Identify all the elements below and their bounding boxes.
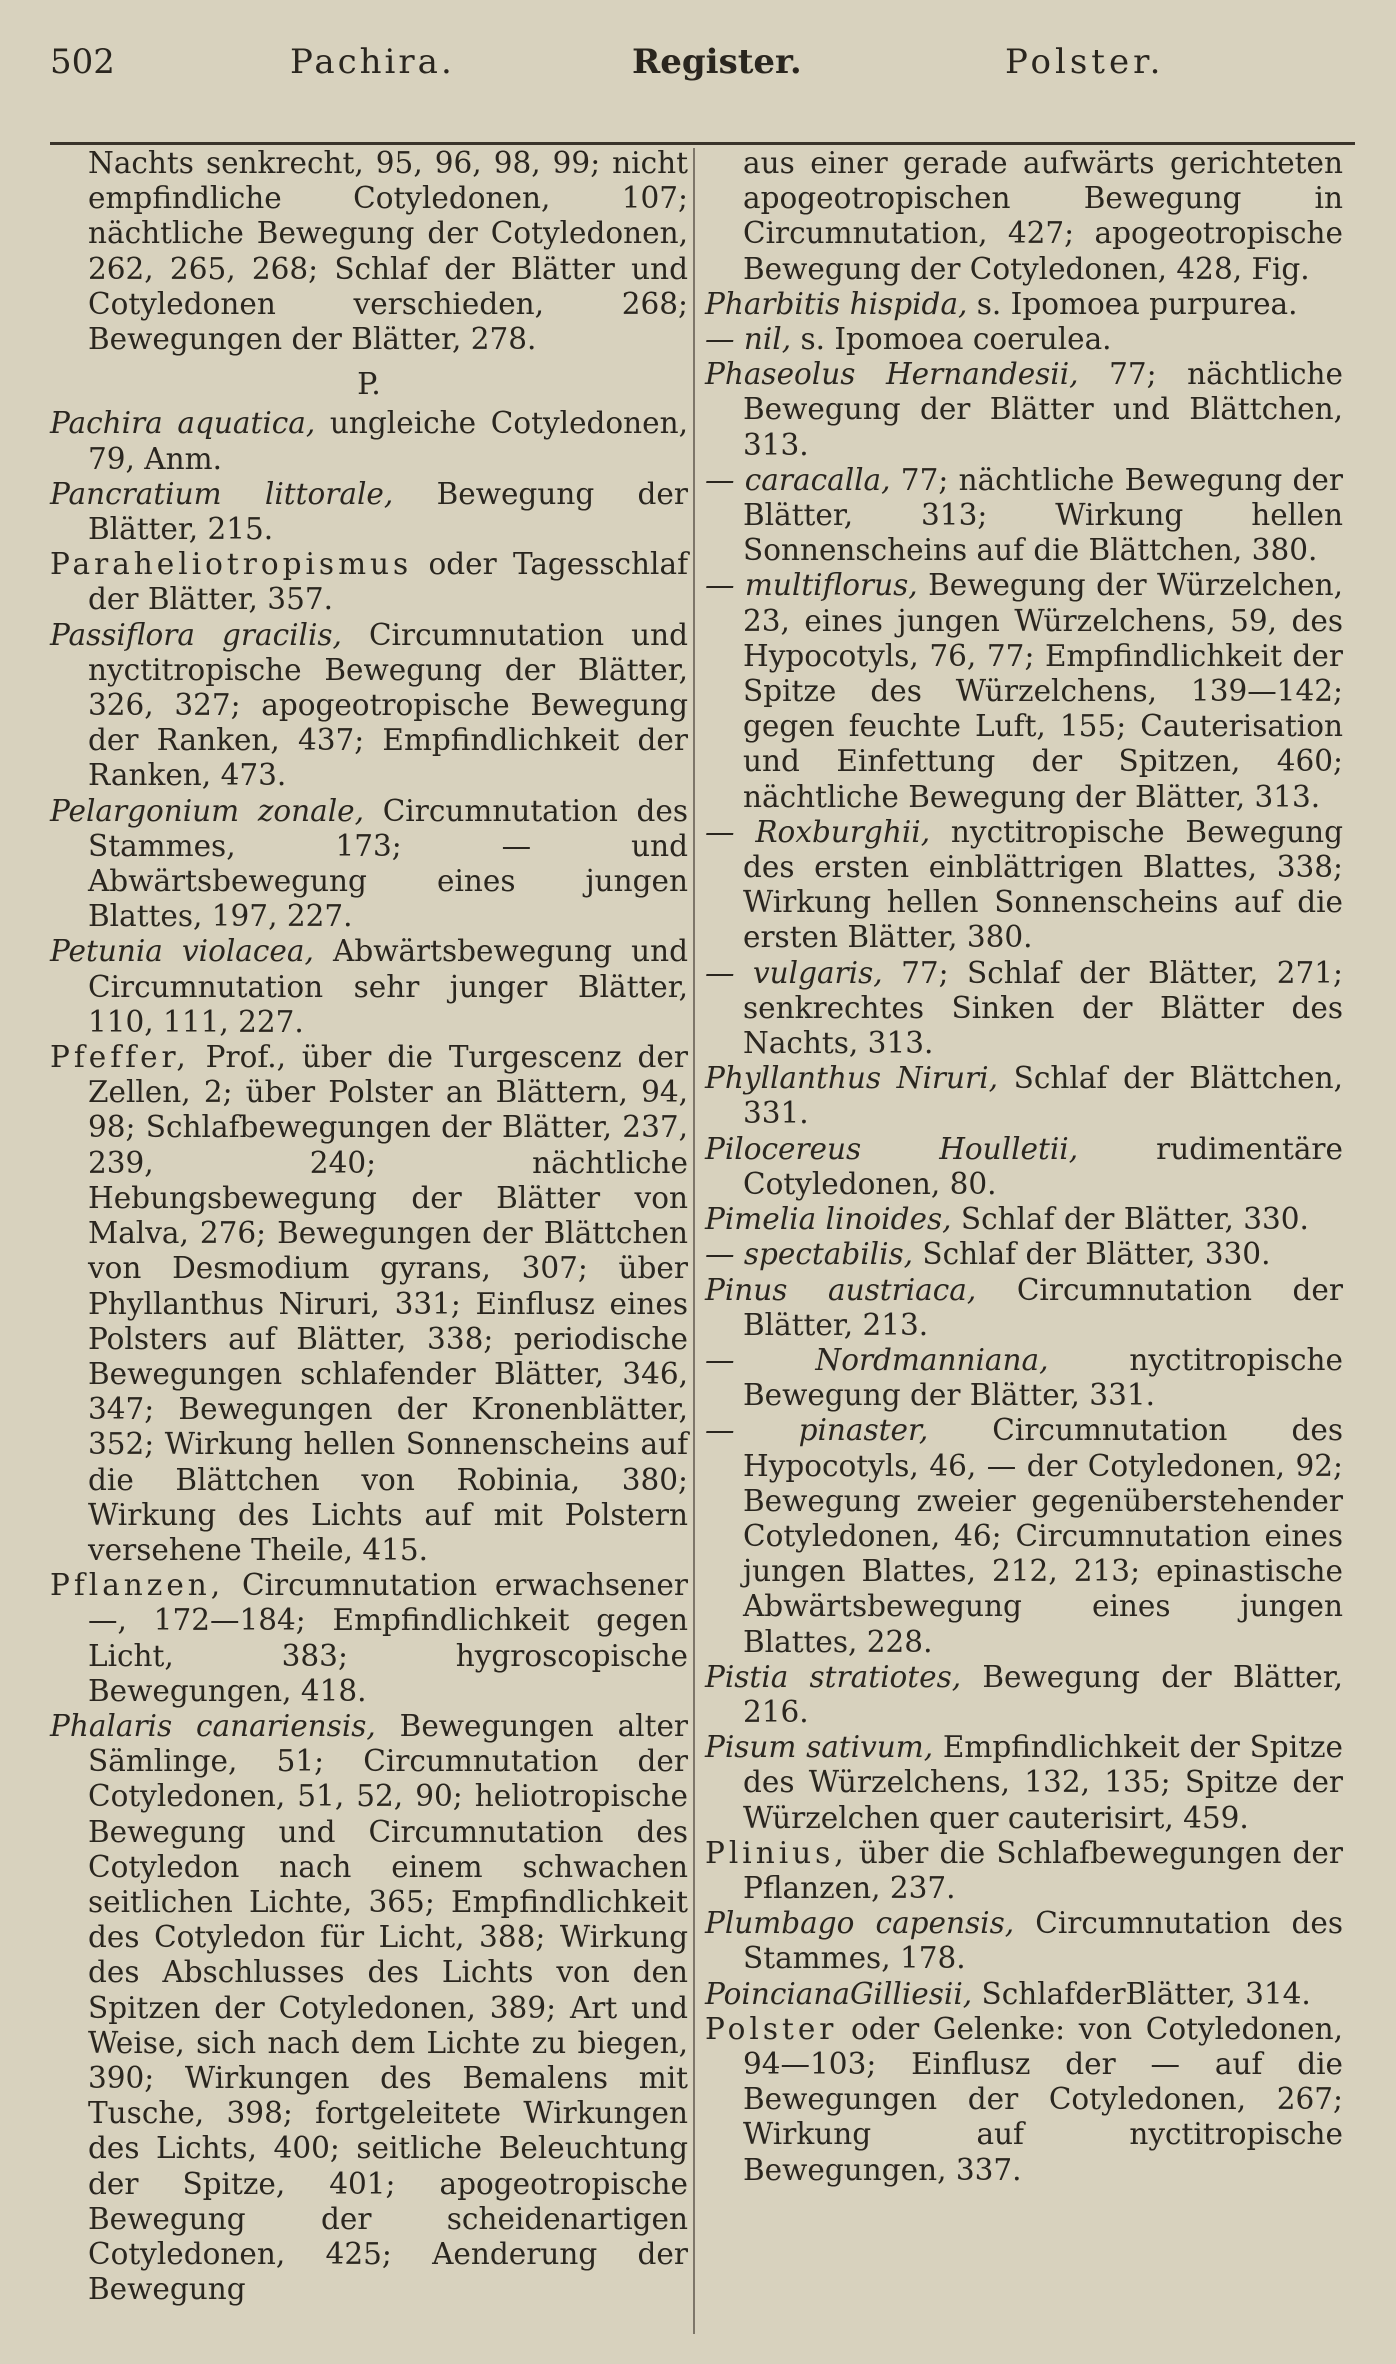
- index-entry: [50, 794, 688, 935]
- entry-head: Pimelia linoides,: [705, 1202, 952, 1237]
- index-entry: [705, 1237, 1343, 1272]
- entry-text: Circumnutation des Hypocotyls, 46, — der Cotyledonen, 92; Bewegung zweier gegenüberstehender Cotyledonen, 46; Circumnutation eines jungen Blattes, 212, 213; epinastische Abwärtsbewegung eines jungen Blattes, 228.: [743, 1413, 1343, 1659]
- entry-head: — spectabilis,: [705, 1237, 914, 1272]
- entry-head: Polster: [705, 2011, 838, 2046]
- index-entry: [705, 1343, 1343, 1413]
- entry-text: oder Gelenke: von Cotyledonen, 94—103; Einflusz der — auf die Bewegungen der Cotyledonen, 267; Wirkung auf nyctitropische Bewegungen, 337.: [743, 2011, 1343, 2187]
- entry-text: oder Tagesschlaf der Blätter, 357.: [88, 547, 688, 617]
- index-entry: [50, 547, 688, 617]
- index-entry: [705, 1836, 1343, 1906]
- index-entry: [50, 1040, 688, 1568]
- entry-head: Pancratium littorale,: [50, 476, 394, 511]
- index-entry: [705, 1906, 1343, 1976]
- left-column: [50, 146, 688, 2307]
- index-entry: [50, 934, 688, 1040]
- entry-text: Abwärtsbewegung und Circumnutation sehr junger Blätter, 110, 111, 227.: [88, 934, 688, 1039]
- index-entry: [705, 2012, 1343, 2188]
- index-entry: [50, 406, 688, 476]
- entry-text: Schlaf der Blättchen, 331.: [743, 1061, 1343, 1131]
- column-divider: [693, 148, 695, 2334]
- entry-head: — vulgaris,: [705, 955, 883, 990]
- index-entry: [705, 1132, 1343, 1202]
- entry-head: Petunia violacea,: [50, 934, 314, 969]
- index-entry: [705, 1730, 1343, 1836]
- entry-head: — Roxburghii,: [705, 814, 931, 849]
- entry-head: — nil,: [705, 322, 792, 357]
- index-entry: [705, 568, 1343, 814]
- entry-text: Circumnutation und nyctitropische Bewegung der Blätter, 326, 327; apogeotropische Bewegung der Ranken, 437; Empfindlichkeit der Ranken, 473.: [88, 617, 688, 793]
- entry-text: Prof., über die Turgescenz der Zellen, 2; über Polster an Blättern, 94, 98; Schlafbewegungen der Blätter, 237, 239, 240; nächtliche Hebungsbewegung der Blätter von Malva, 276; Bewegungen der Blättchen von Desmodium gyrans, 307; über Phyllanthus Niruri, 331; Einflusz eines Polsters auf Blätter, 338; periodische Bewegungen schlafender Blätter, 346, 347; Bewegungen der Kronenblätter, 352; Wirkung hellen Sonnenscheins auf die Blättchen von Robinia, 380; Wirkung des Lichts auf mit Polstern versehene Theile, 415.: [88, 1040, 688, 1567]
- entry-text: s. Ipomoea coerulea.: [791, 322, 1112, 357]
- entry-head: Plumbago capensis,: [705, 1906, 1015, 1941]
- entry-head: — Nordmanniana,: [705, 1342, 1049, 1377]
- entry-text: Bewegung der Würzelchen, 23, eines jungen Würzelchens, 59, des Hypocotyls, 76, 77; Empfindlichkeit der Spitze des Würzelchens, 139—142; gegen feuchte Luft, 155; Cauterisation und Einfettung der Spitzen, 460; nächtliche Bewegung der Blätter, 313.: [743, 568, 1343, 814]
- index-entry: [50, 618, 688, 794]
- entry-text: nyctitropische Bewegung des ersten einblättrigen Blattes, 338; Wirkung hellen Sonnenscheins auf die ersten Blätter, 380.: [743, 814, 1344, 955]
- entry-head: Pelargonium zonale,: [50, 793, 365, 828]
- entry-head: Phalaris canariensis,: [50, 1708, 376, 1743]
- index-entry: [705, 956, 1343, 1062]
- entry-head: Pharbitis hispida,: [705, 286, 968, 321]
- entry-text: Circumnutation erwachsener —, 172—184; Empfindlichkeit gegen Licht, 383; hygroscopische Bewegungen, 418.: [88, 1568, 688, 1708]
- index-entry: [705, 1202, 1343, 1237]
- entry-head: — multiflorus,: [705, 568, 918, 603]
- running-head-left: Pachira.: [290, 42, 455, 82]
- running-head-right: Polster.: [1005, 42, 1165, 82]
- entry-head: — caracalla,: [705, 462, 891, 497]
- continuation-text: Nachts senkrecht, 95, 96, 98, 99; nicht empfindliche Cotyledonen, 107; nächtliche Bewegung der Cotyledonen, 262, 265, 268; Schlaf der Blätter und Cotyledonen verschieden, 268; Bewegungen der Blätter, 278.: [88, 146, 688, 357]
- entry-head: Passiflora gracilis,: [50, 617, 342, 652]
- index-entry: [705, 815, 1343, 956]
- index-entry: [705, 1061, 1343, 1131]
- index-entry: [705, 463, 1343, 569]
- index-entry: [705, 322, 1343, 357]
- entry-text: Empfindlichkeit der Spitze des Würzelchens, 132, 135; Spitze der Würzelchen quer cauterisirt, 459.: [743, 1730, 1343, 1835]
- index-entry: [50, 1568, 688, 1709]
- entry-head: PoincianaGilliesii,: [705, 1976, 973, 2011]
- entry-text: Bewegung der Blätter, 216.: [743, 1659, 1343, 1729]
- entry-text: Circumnutation des Stammes, 173; — und Abwärtsbewegung eines jungen Blattes, 197, 227.: [88, 793, 689, 934]
- entry-text: 77; nächtliche Bewegung der Blätter und Blättchen, 313.: [743, 357, 1343, 462]
- entry-head: Pflanzen,: [50, 1568, 225, 1603]
- entry-head: Pachira aquatica,: [50, 406, 316, 441]
- index-entry: [705, 287, 1343, 322]
- entry-head: Paraheliotropismus: [50, 547, 413, 582]
- index-entry: [50, 1709, 688, 2307]
- entry-text: s. Ipomoea purpurea.: [967, 286, 1298, 321]
- header-rule: [50, 142, 1355, 145]
- entry-text: ungleiche Cotyledonen, 79, Anm.: [88, 406, 689, 476]
- entry-text: Circumnutation des Stammes, 178.: [743, 1906, 1344, 1976]
- entry-head: Pistia stratiotes,: [705, 1659, 962, 1694]
- entry-text: Bewegung der Blätter, 215.: [88, 476, 688, 547]
- entry-head: Pisum sativum,: [705, 1730, 934, 1765]
- entry-text: Schlaf der Blätter, 330.: [913, 1237, 1271, 1272]
- index-entry: [705, 357, 1343, 463]
- continuation-text: aus einer gerade aufwärts gerichteten apogeotropischen Bewegung in Circumnutation, 427; apogeotropische Bewegung der Cotyledonen, 428, Fig.: [743, 146, 1343, 286]
- entry-text: 77; nächtliche Bewegung der Blätter, 313; Wirkung hellen Sonnenscheins auf die Blättchen, 380.: [743, 462, 1343, 568]
- entry-text: über die Schlafbewegungen der Pflanzen, 237.: [743, 1835, 1343, 1905]
- right-column: [705, 146, 1343, 2188]
- index-entry: [705, 1413, 1343, 1659]
- index-entry: [705, 1977, 1343, 2012]
- page-number: 502: [50, 42, 115, 82]
- entry-text: Schlaf der Blätter, 330.: [951, 1202, 1309, 1237]
- index-entry: [705, 1273, 1343, 1343]
- entry-head: Plinius,: [705, 1835, 848, 1870]
- entry-text: 77; Schlaf der Blätter, 271; senkrechtes Sinken der Blätter des Nachts, 313.: [743, 955, 1343, 1061]
- section-letter: P.: [357, 367, 381, 403]
- page-header: [50, 42, 1340, 92]
- entry-head: Phyllanthus Niruri,: [705, 1061, 998, 1096]
- entry-text: Circumnutation der Blätter, 213.: [743, 1272, 1343, 1342]
- index-entry: [705, 1660, 1343, 1730]
- running-head-center: Register.: [632, 42, 802, 82]
- index-entry: [50, 477, 688, 547]
- entry-head: Pinus austriaca,: [705, 1272, 977, 1307]
- entry-text: SchlafderBlätter, 314.: [972, 1976, 1311, 2011]
- entry-text: rudimentäre Cotyledonen, 80.: [743, 1131, 1343, 1201]
- entry-head: — pinaster,: [705, 1413, 929, 1448]
- entry-text: nyctitropische Bewegung der Blätter, 331.: [743, 1342, 1343, 1413]
- entry-head: Phaseolus Hernandesii,: [705, 357, 1079, 392]
- entry-text: Bewegungen alter Sämlinge, 51; Circumnutation der Cotyledonen, 51, 52, 90; heliotropische Bewegung und Circumnutation des Cotyledon nach einem schwachen seitlichen Lichte, 365; Empfindlichkeit des Cotyledon für Licht, 388; Wirkung des Abschlusses des Lichts von den Spitzen der Cotyledonen, 389; Art und Weise, sich nach dem Lichte zu biegen, 390; Wirkungen des Bemalens mit Tusche, 398; fortgeleitete Wirkungen des Lichts, 400; seitliche Beleuchtung der Spitze, 401; apogeotropische Bewegung der scheidenartigen Cotyledonen, 425; Aenderung der Bewegung: [88, 1708, 689, 2307]
- entry-head: Pilocereus Houlletii,: [705, 1131, 1079, 1166]
- entry-head: Pfeffer,: [50, 1040, 190, 1075]
